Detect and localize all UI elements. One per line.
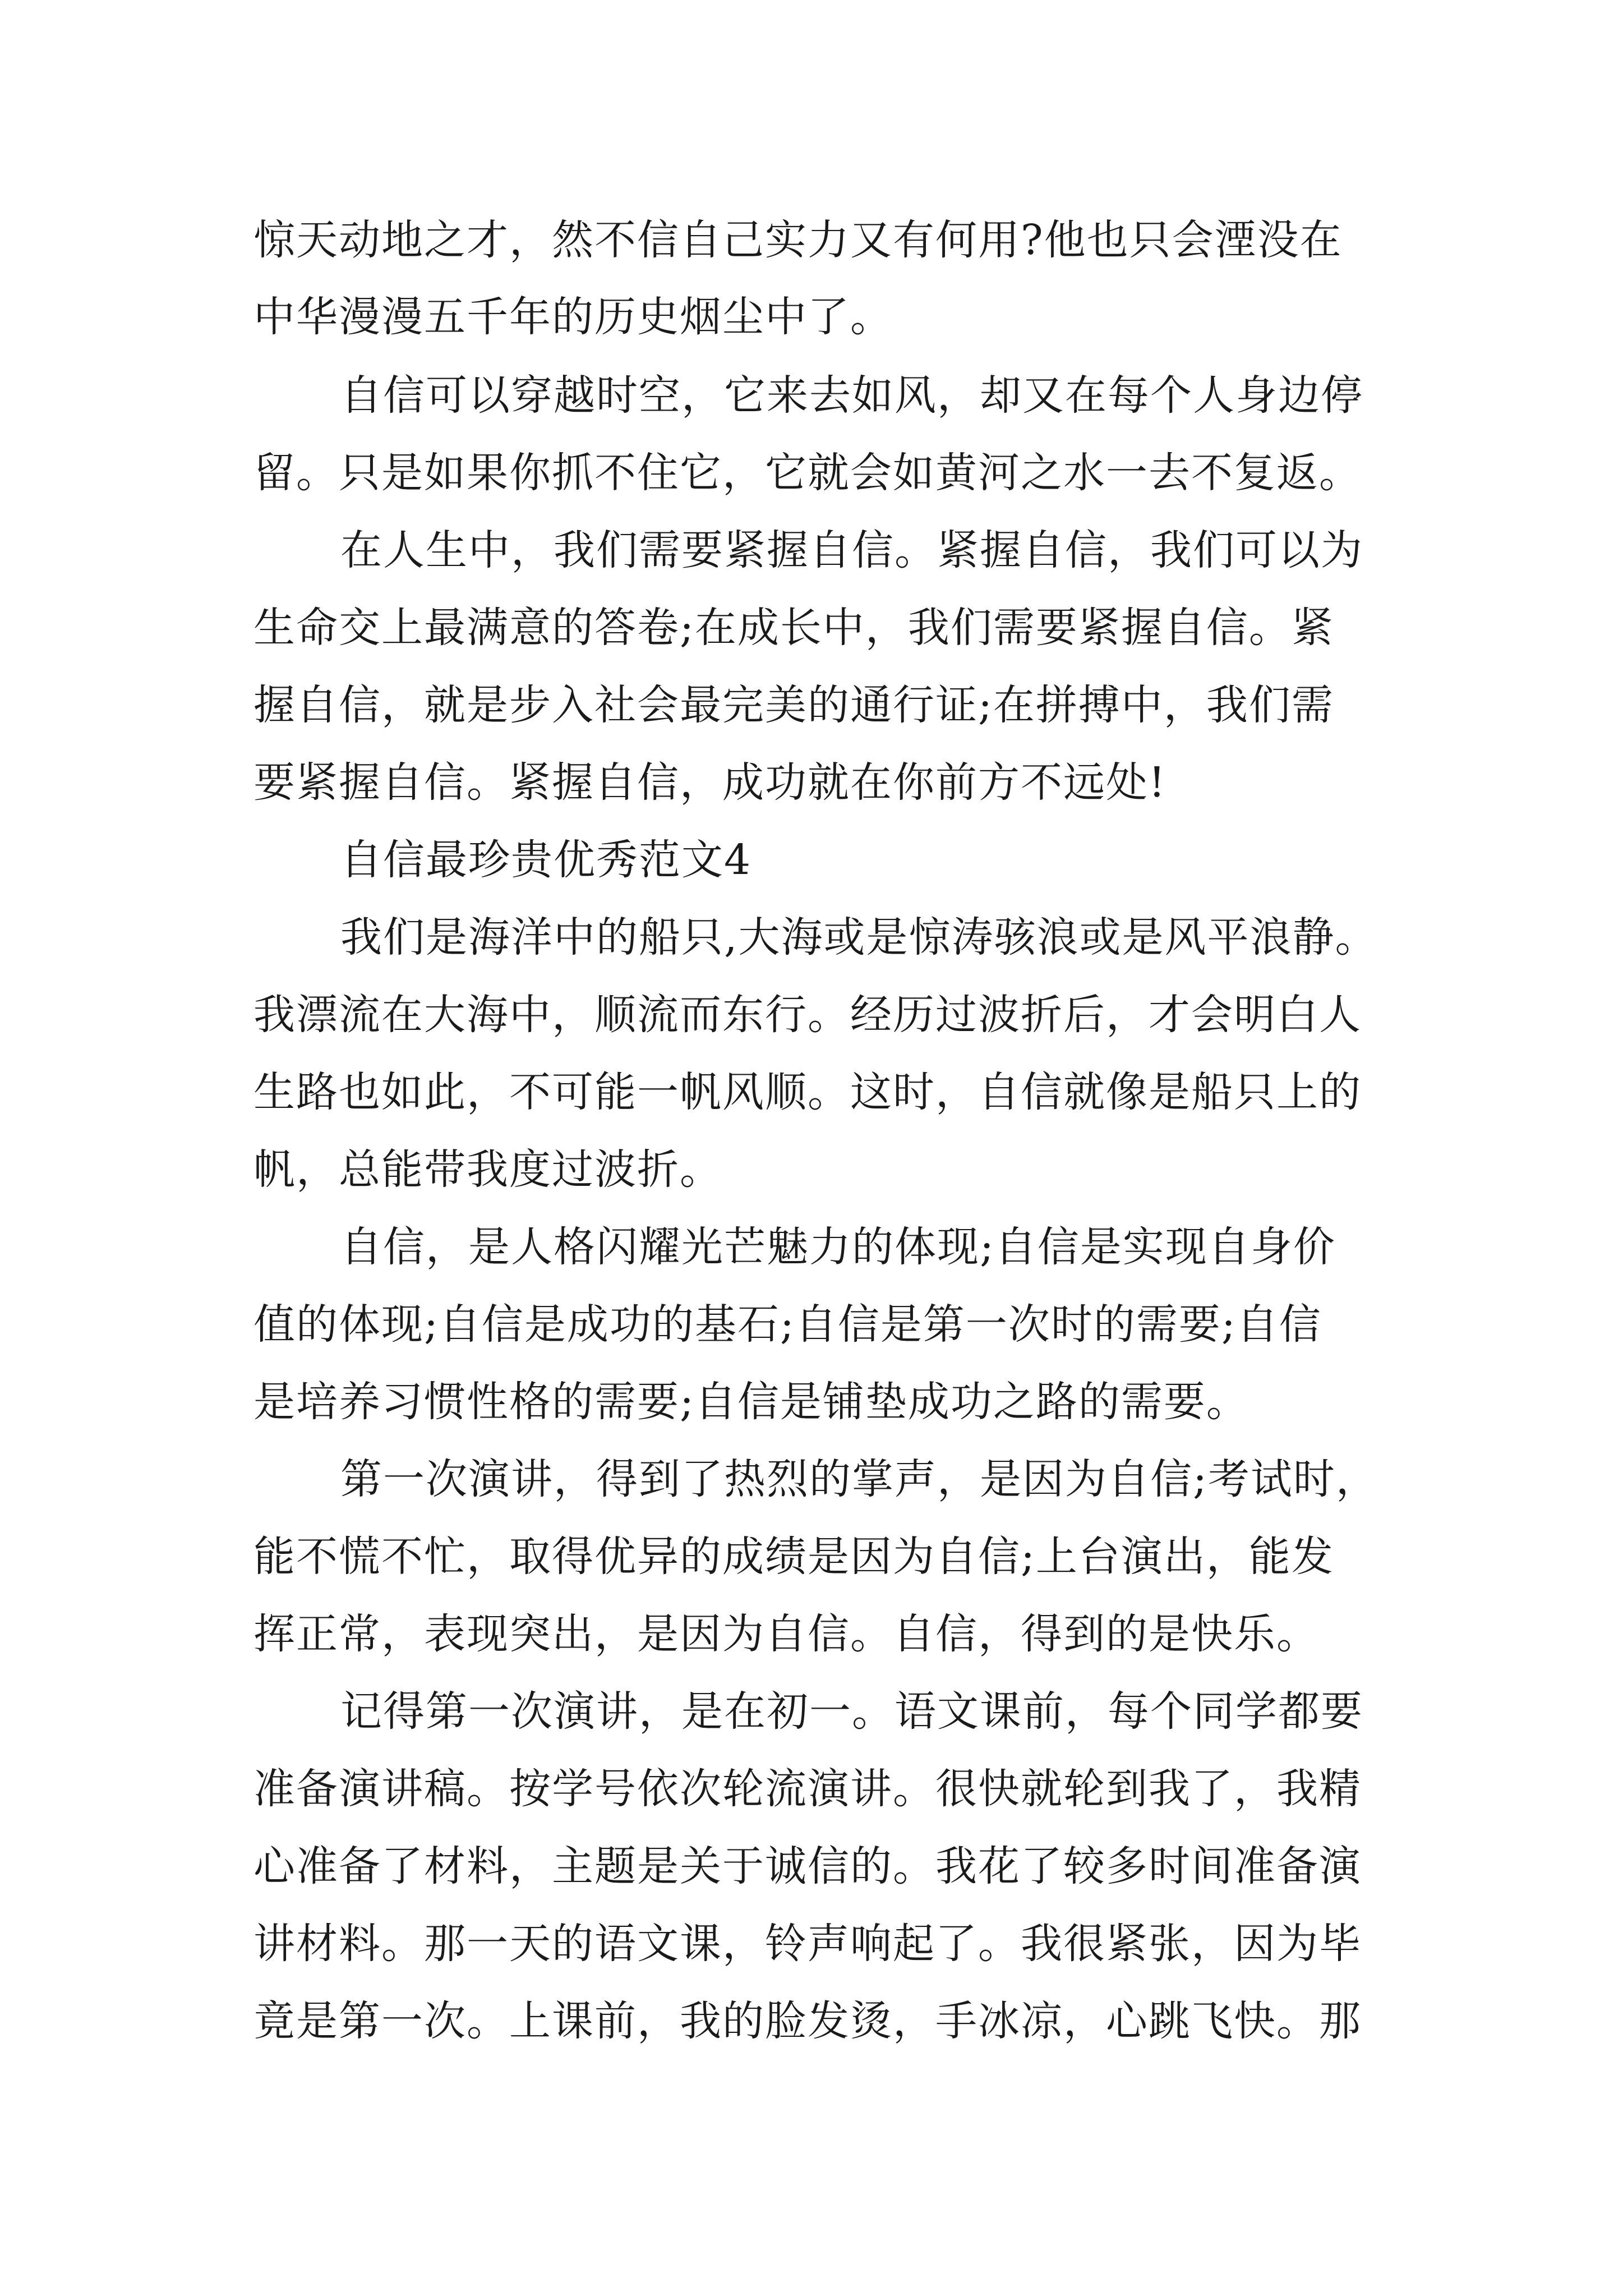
section-heading: 自信最珍贵优秀范文4 [340, 836, 752, 884]
text-line: 留。只是如果你抓不住它，它就会如黄河之水一去不复返。 [253, 449, 1362, 497]
text-line: 生路也如此，不可能一帆风顺。这时，自信就像是船只上的 [253, 1068, 1362, 1116]
paragraph-first-line: 自信可以穿越时空，它来去如风，却又在每个人身边停 [340, 371, 1363, 420]
paragraph-first-line: 第一次演讲，得到了热烈的掌声，是因为自信;考试时， [340, 1455, 1378, 1503]
text-line: 挥正常，表现突出，是因为自信。自信，得到的是快乐。 [253, 1610, 1319, 1658]
text-line: 我漂流在大海中，顺流而东行。经历过波折后，才会明白人 [253, 991, 1362, 1039]
text-line: 心准备了材料，主题是关于诚信的。我花了较多时间准备演 [253, 1842, 1362, 1890]
text-line: 是培养习惯性格的需要;自信是铺垫成功之路的需要。 [253, 1378, 1249, 1426]
text-line: 生命交上最满意的答卷;在成长中，我们需要紧握自信。紧 [253, 604, 1334, 652]
text-line: 值的体现;自信是成功的基石;自信是第一次时的需要;自信 [253, 1300, 1322, 1349]
text-line: 要紧握自信。紧握自信，成功就在你前方不远处! [253, 758, 1166, 807]
paragraph-first-line: 记得第一次演讲，是在初一。语文课前，每个同学都要 [340, 1687, 1363, 1736]
paragraph-first-line: 我们是海洋中的船只,大海或是惊涛骇浪或是风平浪静。 [340, 913, 1378, 961]
paragraph-first-line: 在人生中，我们需要紧握自信。紧握自信，我们可以为 [340, 526, 1363, 574]
text-line: 讲材料。那一天的语文课，铃声响起了。我很紧张，因为毕 [253, 1920, 1362, 1968]
text-line: 能不慌不忙，取得优异的成绩是因为自信;上台演出，能发 [253, 1533, 1334, 1581]
text-line: 竟是第一次。上课前，我的脸发烫，手冰凉，心跳飞快。那 [253, 1997, 1362, 2045]
paragraph-first-line: 自信，是人格闪耀光芒魅力的体现;自信是实现自身价 [340, 1223, 1336, 1271]
text-line: 中华漫漫五千年的历史烟尘中了。 [253, 293, 893, 341]
text-line: 惊天动地之才，然不信自己实力又有何用?他也只会湮没在 [253, 216, 1343, 264]
text-line: 握自信，就是步入社会最完美的通行证;在拼搏中，我们需 [253, 681, 1334, 729]
text-line: 准备演讲稿。按学号依次轮流演讲。很快就轮到我了，我精 [253, 1765, 1362, 1813]
text-line: 帆，总能带我度过波折。 [253, 1145, 722, 1194]
